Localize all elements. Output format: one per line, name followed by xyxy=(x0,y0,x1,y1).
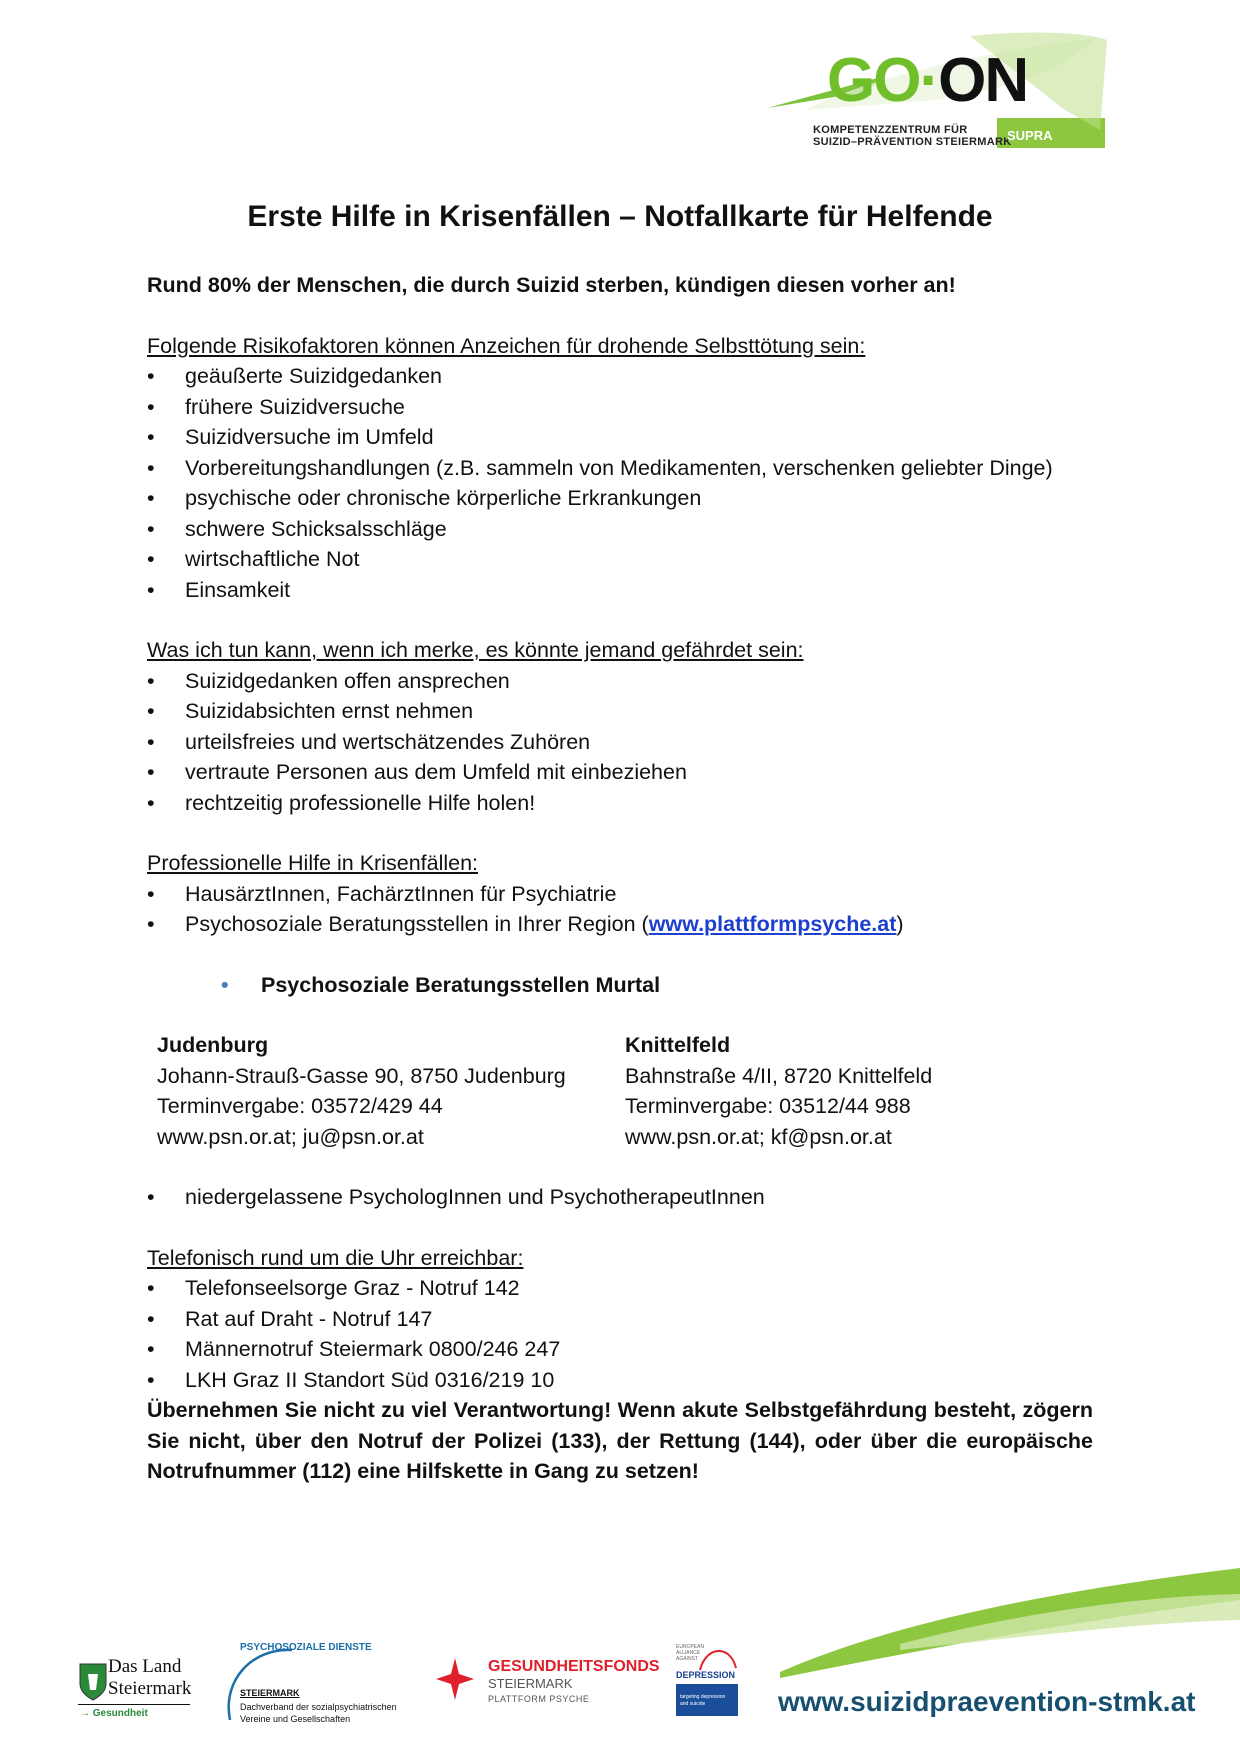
list-item: • psychische oder chronische körperliche Erkrankungen xyxy=(147,483,1093,514)
gesundheitsfonds-logo xyxy=(434,1656,660,1726)
list-item: • Psychosoziale Beratungsstellen in Ihrer Region (www.plattformpsyche.at) xyxy=(147,909,1093,940)
psd-logo xyxy=(222,1640,422,1740)
list-item: • Vorbereitungshandlungen (z.B. sammeln von Medikamenten, verschenken geliebter Dinge) xyxy=(147,453,1093,484)
eaad-depression: DEPRESSION xyxy=(676,1670,736,1680)
list-item: • rechtzeitig professionelle Hilfe holen! xyxy=(147,788,1093,819)
risk-heading: Folgende Risikofaktoren können Anzeichen für drohende Selbsttötung sein: xyxy=(147,333,866,358)
psd-line2: Vereine und Gesellschaften xyxy=(240,1714,351,1724)
list-item: • LKH Graz II Standort Süd 0316/219 10 xyxy=(147,1365,1093,1396)
location-name: Judenburg xyxy=(157,1033,269,1057)
page-title: Erste Hilfe in Krisenfällen – Notfallkarte für Helfende xyxy=(247,200,993,233)
red-star-icon xyxy=(434,1656,476,1702)
fonds-line2: STEIERMARK xyxy=(488,1676,573,1691)
location-phone: Terminvergabe: 03572/429 44 xyxy=(157,1094,443,1118)
murtal-subheading: • Psychosoziale Beratungsstellen Murtal xyxy=(147,970,1093,1001)
goon-logo xyxy=(765,30,1110,150)
eaad-top: EUROPEAN ALLIANCE AGAINST xyxy=(676,1644,705,1662)
land-steiermark-logo xyxy=(78,1656,198,1726)
professional-list xyxy=(147,879,1093,940)
warning-text: Übernehmen Sie nicht zu viel Verantwortung! Wenn akute Selbstgefährdung besteht, zögern Sie nicht, über den Notruf der Polizei (133), der Rettung (144), oder über die europäische Notrufnummer (112) eine Hilfskette in Gang zu setzen! xyxy=(147,1398,1093,1483)
list-item: • HausärztInnen, FachärztInnen für Psychiatrie xyxy=(147,879,1093,910)
list-item: • Suizidabsichten ernst nehmen xyxy=(147,696,1093,727)
phone-list xyxy=(147,1273,1093,1395)
footer xyxy=(0,1560,1240,1754)
location-judenburg xyxy=(157,1030,625,1152)
eaad-logo xyxy=(676,1642,746,1732)
list-item: • Rat auf Draht - Notruf 147 xyxy=(147,1304,1093,1335)
location-address: Johann-Strauß-Gasse 90, 8750 Judenburg xyxy=(157,1063,566,1088)
location-address: Bahnstraße 4/II, 8720 Knittelfeld xyxy=(625,1063,933,1088)
goon-wordmark: GO·ON xyxy=(827,46,1028,115)
land-line1: Das Land xyxy=(108,1656,182,1677)
location-web: www.psn.or.at; ju@psn.or.at xyxy=(157,1124,424,1149)
list-item: • wirtschaftliche Not xyxy=(147,544,1093,575)
professional-heading: Professionelle Hilfe in Krisenfällen: xyxy=(147,851,479,875)
eaad-sub: targeting depression and suicide xyxy=(680,1694,726,1707)
list-item: • Telefonseelsorge Graz - Notruf 142 xyxy=(147,1273,1093,1304)
risk-list xyxy=(147,361,1093,605)
list-item: • frühere Suizidversuche xyxy=(147,392,1093,423)
fonds-line3: PLATTFORM PSYCHE xyxy=(488,1694,590,1704)
list-item: • Suizidgedanken offen ansprechen xyxy=(147,666,1093,697)
location-web: www.psn.or.at; kf@psn.or.at xyxy=(625,1124,892,1149)
land-line2: Steiermark xyxy=(108,1678,192,1699)
list-item: • geäußerte Suizidgedanken xyxy=(147,361,1093,392)
psd-arc-text: PSYCHOSOZIALE DIENSTE xyxy=(240,1642,372,1653)
list-item: • Einsamkeit xyxy=(147,575,1093,606)
footer-url[interactable]: www.suizidpraevention-stmk.at xyxy=(778,1686,1196,1717)
supra-label: SUPRA xyxy=(1007,128,1053,143)
land-sub: → Gesundheit xyxy=(80,1708,148,1719)
coat-of-arms-icon xyxy=(78,1660,108,1702)
plattformpsyche-link[interactable]: www.plattformpsyche.at xyxy=(648,912,897,936)
location-knittelfeld xyxy=(625,1030,1093,1152)
location-phone: Terminvergabe: 03512/44 988 xyxy=(625,1094,911,1118)
bullet-icon: • xyxy=(221,972,229,997)
list-item: • urteilsfreies und wertschätzendes Zuhören xyxy=(147,727,1093,758)
eaad-box xyxy=(676,1684,738,1716)
list-item: • schwere Schicksalsschläge xyxy=(147,514,1093,545)
goon-subtitle: KOMPETENZZENTRUM FÜR SUIZID–PRÄVENTION STEIERMARK xyxy=(813,124,1012,148)
location-name: Knittelfeld xyxy=(625,1033,731,1057)
list-item: • vertraute Personen aus dem Umfeld mit einbeziehen xyxy=(147,757,1093,788)
locations xyxy=(147,1030,1093,1152)
list-item: • Männernotruf Steiermark 0800/246 247 xyxy=(147,1334,1093,1365)
list-item: • niedergelassene PsychologInnen und PsychotherapeutInnen xyxy=(147,1182,1093,1213)
main-content xyxy=(147,270,1093,1487)
professional-list-2 xyxy=(147,1182,1093,1213)
psd-name: STEIERMARK xyxy=(240,1688,300,1698)
list-item: • Suizidversuche im Umfeld xyxy=(147,422,1093,453)
fonds-line1: GESUNDHEITSFONDS xyxy=(488,1658,660,1675)
psd-line1: Dachverband der sozialpsychiatrischen xyxy=(240,1702,397,1712)
intro-text: Rund 80% der Menschen, die durch Suizid sterben, kündigen diesen vorher an! xyxy=(147,273,956,297)
action-list xyxy=(147,666,1093,819)
action-heading: Was ich tun kann, wenn ich merke, es könnte jemand gefährdet sein: xyxy=(147,638,804,662)
phone-heading: Telefonisch rund um die Uhr erreichbar: xyxy=(147,1245,524,1270)
